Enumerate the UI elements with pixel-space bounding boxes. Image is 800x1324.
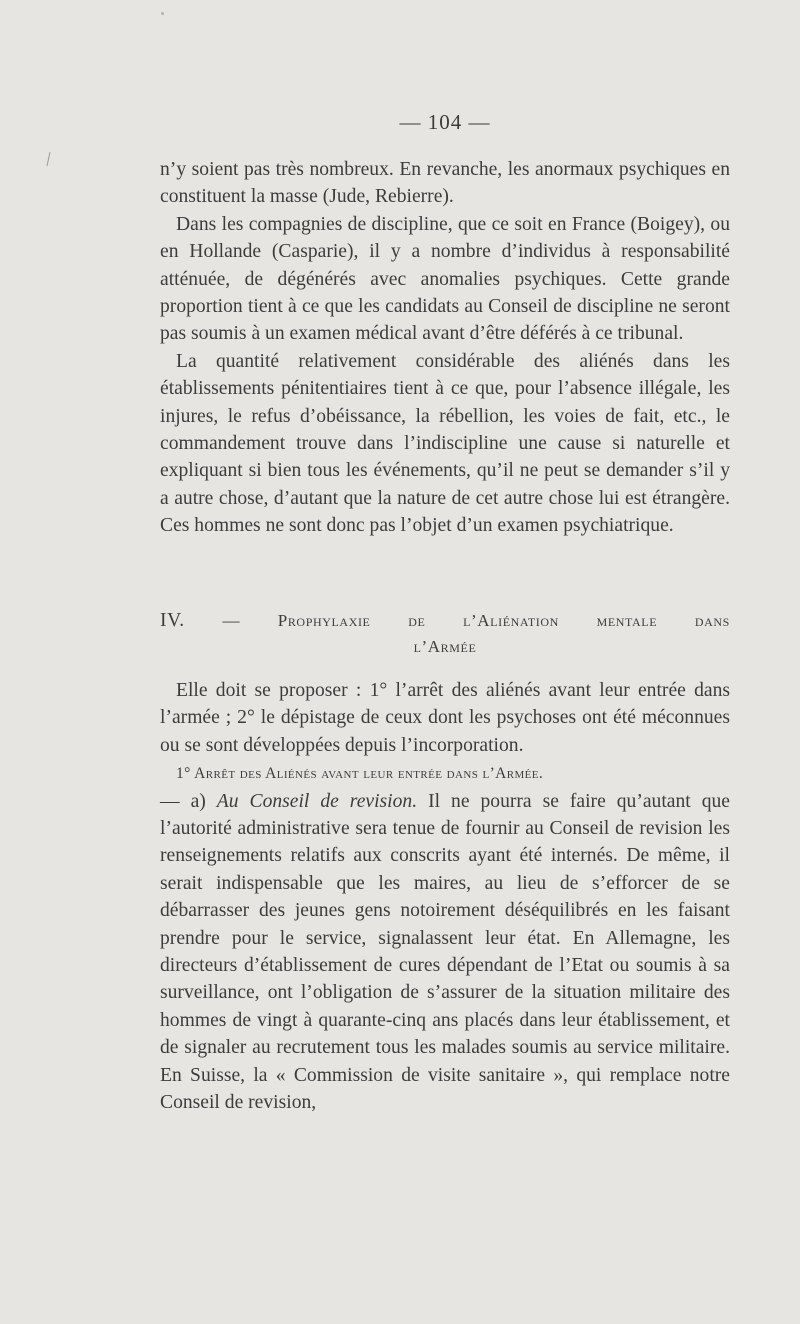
subsection-title-italic: Au Conseil de revision.	[216, 790, 418, 812]
subsection-body: Il ne pourra se faire qu’autant que l’autorité administrative sera tenue de fournir au Conseil de revision les renseignements relatifs aux conscrits ayant été internés. De même, il serait indispensable que les maires, au lieu de s’efforcer de se débarrasser des jeunes gens notoirement déséquilibrés en les faisant prendre pour le service, signalassent leur état. En Allemagne, les directeurs d’établissement de cures dépendant de l’Etat ou soumis à sa surveillance, ont l’obligation de s’assurer de la situation militaire des hommes de vingt à quarante-cinq ans placés dans leur établissement, et de signaler au recrutement tous les malades soumis au service militaire. En Suisse, la « Commission de visite sanitaire », qui remplace notre Conseil de revision,	[160, 790, 730, 1114]
paragraph-continuation: n’y soient pas très nombreux. En revanche, les anormaux psychiques en constituent la masse (Jude, Rebierre).	[160, 159, 730, 208]
section-heading	[160, 608, 730, 660]
heading-line-2: l’Armée	[413, 637, 477, 656]
heading-word: de	[408, 611, 426, 630]
margin-mark	[47, 152, 51, 166]
paragraph-objectives: Elle doit se proposer : 1° l’arrêt des aliénés avant leur entrée dans l’armée ; 2° le dépistage de ceux dont les psychoses ont été méconnues ou se sont développées depuis l’incorporation.	[160, 680, 730, 756]
heading-line-1	[160, 608, 730, 634]
paragraph-conseil-revision	[160, 759, 730, 1116]
subsection-prefix: — a)	[160, 790, 217, 812]
page-number: — 104 —	[399, 110, 491, 134]
text-block-bottom	[160, 677, 730, 1117]
heading-word: Prophylaxie	[277, 611, 371, 630]
speck-mark	[161, 12, 164, 15]
heading-dash: —	[222, 611, 241, 630]
heading-word: mentale	[596, 611, 658, 630]
text-block-top	[160, 156, 730, 540]
paragraph-discipline: Dans les compagnies de discipline, que ce soit en France (Boigey), ou en Hollande (Casparie), il y a nombre d’individus à responsabilité atténuée, de dégénérés avec anomalies psychiques. Cette grande proportion tient à ce que les candidats au Conseil de discipline ne seront pas soumis à un examen médical avant d’être déférés à ce tribunal.	[160, 213, 730, 345]
paragraph-penitentiary: La quantité relativement considérable des aliénés dans les établissements pénitentiaires tient à ce que, pour l’absence illégale, les injures, le refus d’obéissance, la rébellion, les voies de fait, etc., le commandement trouve dans l’indiscipline une cause si naturelle et expliquant si bien tous les événements, qu’il ne peut se demander s’il y a autre chose, d’autant que la nature de cet autre chose lui est étrangère. Ces hommes ne sont donc pas l’objet d’un examen psychiatrique.	[160, 350, 730, 537]
heading-word: dans	[694, 611, 730, 630]
heading-word: l’Aliénation	[463, 611, 559, 630]
heading-number: IV.	[160, 610, 185, 631]
subsection-heading: 1° Arrêt des Aliénés avant leur entrée dans l’Armée.	[176, 765, 544, 783]
